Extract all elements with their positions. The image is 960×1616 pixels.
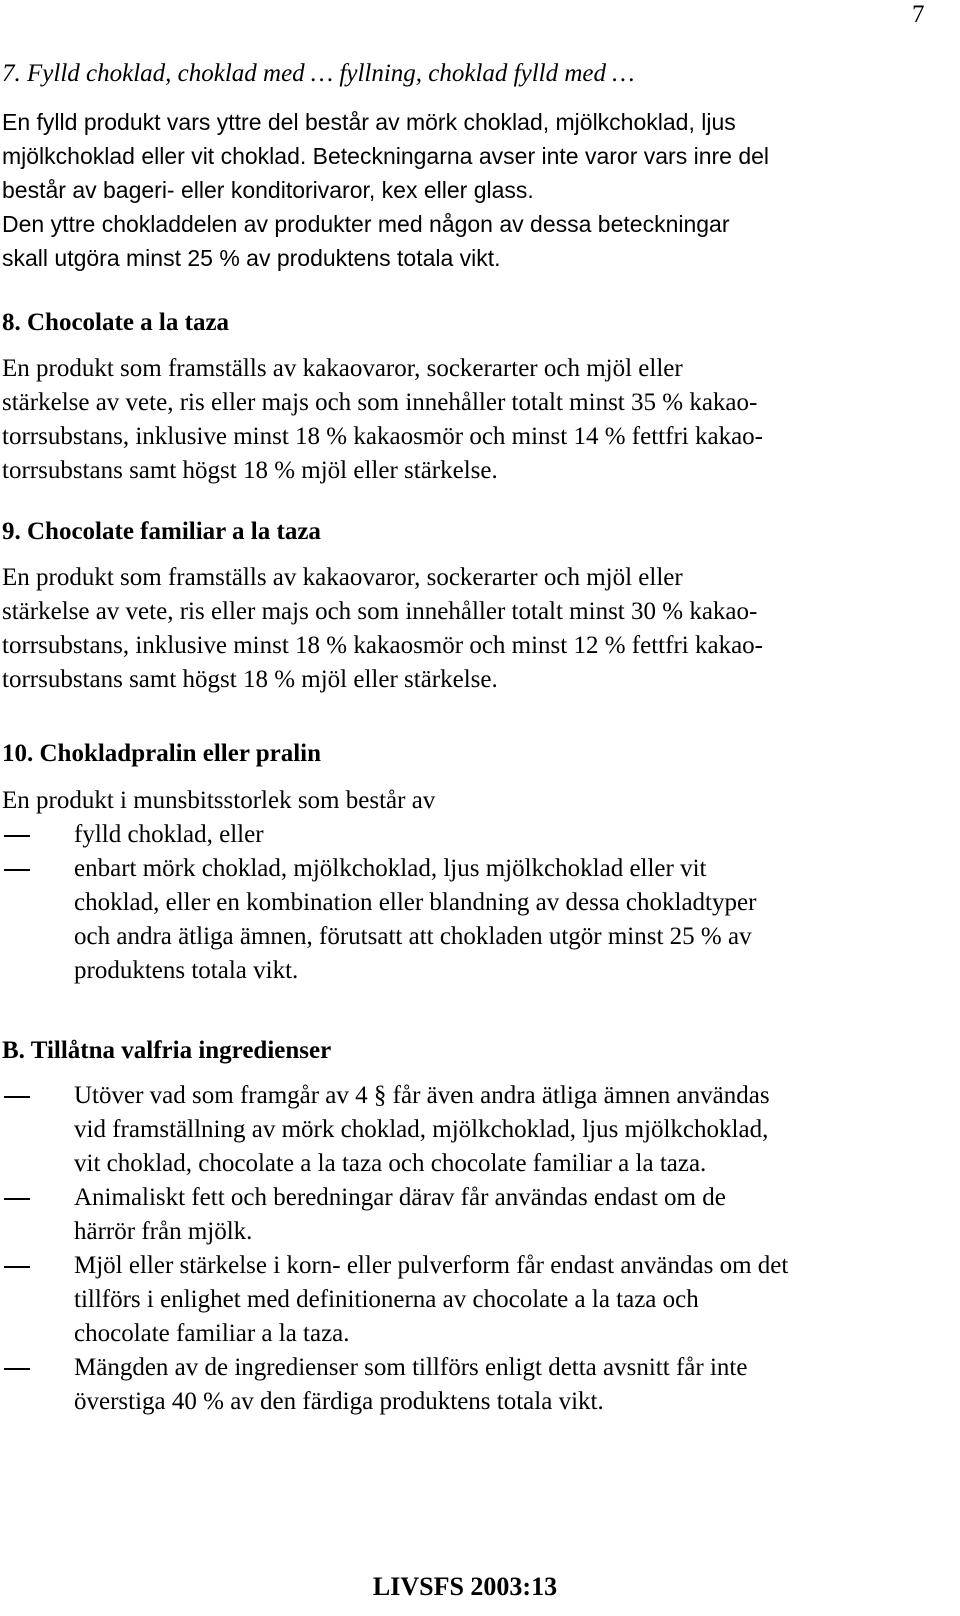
- list-item-line: vid framställning av mörk choklad, mjölkchoklad, ljus mjölkchoklad,: [74, 1116, 769, 1143]
- section-b: [2, 1034, 937, 1068]
- body-line: torrsubstans, inklusive minst 18 % kakaosmör och minst 12 % fettfri kakao-: [2, 632, 763, 659]
- body-line: torrsubstans samt högst 18 % mjöl eller stärkelse.: [2, 457, 498, 484]
- section-b-heading: B. Tillåtna valfria ingredienser: [2, 1037, 332, 1064]
- list-item-line: vit choklad, chocolate a la taza och chocolate familiar a la taza.: [74, 1150, 707, 1177]
- section-7-body: [2, 105, 937, 275]
- body-line: En produkt som framställs av kakaovaror, sockerarter och mjöl eller: [2, 355, 683, 382]
- footer-document-id: LIVSFS 2003:13: [372, 1572, 558, 1601]
- list-item-line: och andra ätliga ämnen, förutsatt att chokladen utgör minst 25 % av: [74, 923, 752, 950]
- body-line: torrsubstans samt högst 18 % mjöl eller stärkelse.: [2, 666, 498, 693]
- body-line: En fylld produkt vars yttre del består av mörk choklad, mjölkchoklad, ljus: [2, 109, 736, 135]
- section-7: [2, 57, 937, 91]
- body-line: En produkt i munsbitsstorlek som består av: [2, 787, 436, 814]
- body-line: består av bageri- eller konditorivaror, kex eller glass.: [2, 177, 534, 203]
- section-10-heading: 10. Chokladpralin eller pralin: [2, 740, 322, 767]
- section-10: [2, 737, 937, 771]
- list-item-line: Mjöl eller stärkelse i korn- eller pulverform får endast användas om det: [74, 1252, 789, 1279]
- body-line: mjölkchoklad eller vit choklad. Beteckningarna avser inte varor vars inre del: [2, 143, 770, 169]
- list-item-line: fylld choklad, eller: [74, 821, 264, 848]
- list-item-line: choklad, eller en kombination eller blandning av dessa chokladtyper: [74, 889, 757, 916]
- page-number: 7: [912, 1, 925, 28]
- list-item-line: överstiga 40 % av den färdiga produktens totala vikt.: [74, 1388, 604, 1415]
- body-line: stärkelse av vete, ris eller majs och som innehåller totalt minst 30 % kakao-: [2, 598, 758, 625]
- list-item-line: Utöver vad som framgår av 4 § får även andra ätliga ämnen användas: [74, 1082, 770, 1109]
- list-item-line: Mängden av de ingredienser som tillförs enligt detta avsnitt får inte: [74, 1354, 748, 1381]
- section-8: [2, 306, 937, 340]
- body-line: torrsubstans, inklusive minst 18 % kakaosmör och minst 14 % fettfri kakao-: [2, 423, 763, 450]
- section-7-heading: 7. Fylld choklad, choklad med … fyllning, choklad fylld med …: [2, 60, 635, 87]
- body-line: skall utgöra minst 25 % av produktens totala vikt.: [2, 245, 501, 271]
- section-8-body: [2, 352, 937, 488]
- section-8-heading: 8. Chocolate a la taza: [2, 309, 230, 336]
- section-9-body: [2, 561, 937, 697]
- body-line: En produkt som framställs av kakaovaror, sockerarter och mjöl eller: [2, 564, 683, 591]
- list-item-line: tillförs i enlighet med definitionerna av chocolate a la taza och: [74, 1286, 699, 1313]
- list-item-line: chocolate familiar a la taza.: [74, 1320, 350, 1347]
- list-item-line: Animaliskt fett och beredningar därav får användas endast om de: [74, 1184, 726, 1211]
- section-9-heading: 9. Chocolate familiar a la taza: [2, 518, 321, 545]
- list-item-line: härrör från mjölk.: [74, 1218, 253, 1245]
- body-line: stärkelse av vete, ris eller majs och som innehåller totalt minst 35 % kakao-: [2, 389, 758, 416]
- section-9: [2, 515, 937, 549]
- list-item-line: enbart mörk choklad, mjölkchoklad, ljus mjölkchoklad eller vit: [74, 855, 707, 882]
- list-item-line: produktens totala vikt.: [74, 957, 299, 984]
- body-line: Den yttre chokladdelen av produkter med någon av dessa beteckningar: [2, 211, 730, 237]
- section-10-intro: [2, 784, 937, 818]
